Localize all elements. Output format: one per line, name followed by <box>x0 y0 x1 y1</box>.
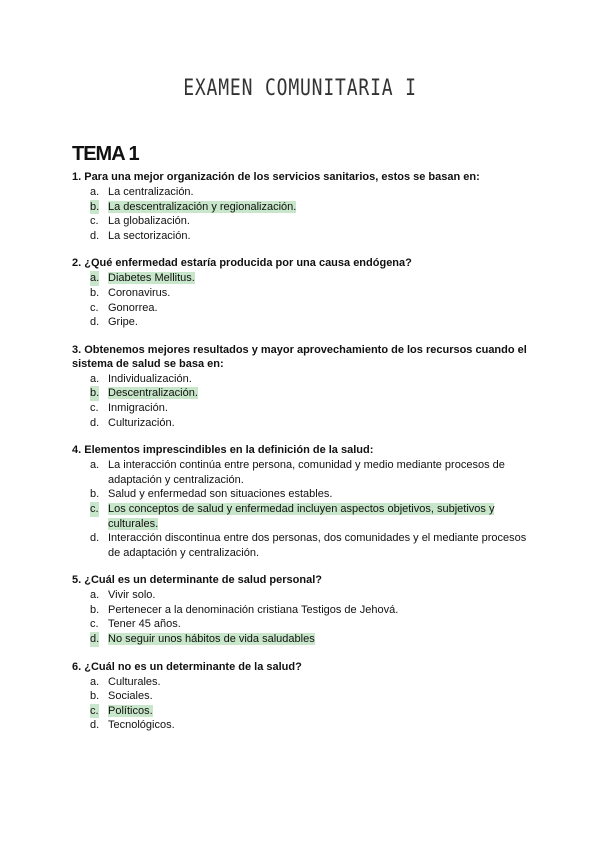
option-c <box>72 301 532 316</box>
option-letter: c. <box>90 618 99 631</box>
option-a <box>72 372 532 387</box>
option-c-correct <box>72 704 532 719</box>
option-letter: b. <box>90 603 100 616</box>
document-title: EXAMEN COMUNITARIA I <box>183 76 417 101</box>
question-text: 4. Elementos imprescindibles en la definición de la salud: <box>72 444 374 457</box>
option-a-correct <box>72 271 532 286</box>
option-letter: c. <box>90 401 99 414</box>
option-text: Sociales. <box>108 690 153 703</box>
option-d <box>72 531 532 560</box>
options-list <box>72 458 532 560</box>
option-letter: d. <box>90 532 100 545</box>
option-letter: b. <box>90 286 100 299</box>
option-letter: d. <box>90 719 100 732</box>
option-a <box>72 675 532 690</box>
option-letter: a. <box>90 589 100 602</box>
section-title: TEMA 1 <box>72 143 139 165</box>
option-letter: a. <box>90 459 100 472</box>
option-letter: d. <box>90 633 100 646</box>
option-text: La descentralización y regionalización. <box>108 200 297 213</box>
option-text: Individualización. <box>108 372 192 385</box>
option-c-correct <box>72 502 532 531</box>
options-list <box>72 588 532 646</box>
option-letter: d. <box>90 316 100 329</box>
option-c <box>72 401 532 416</box>
option-text: Culturales. <box>108 675 161 688</box>
option-text: Interacción discontinua entre dos personas, dos comunidades y el mediante procesos de adaptación y centralización. <box>108 532 527 559</box>
option-text: Gripe. <box>108 316 138 329</box>
options-list <box>72 675 532 733</box>
option-text: Tecnológicos. <box>108 719 175 732</box>
option-a <box>72 588 532 603</box>
option-text: Inmigración. <box>108 401 168 414</box>
option-letter: c. <box>90 301 99 314</box>
option-letter: b. <box>90 200 100 213</box>
option-letter: a. <box>90 272 100 285</box>
option-letter: c. <box>90 704 99 717</box>
option-b-correct <box>72 200 532 215</box>
option-d <box>72 315 532 330</box>
option-letter: d. <box>90 229 100 242</box>
option-text: Gonorrea. <box>108 301 158 314</box>
question-5 <box>72 573 532 646</box>
options-list <box>72 271 532 329</box>
option-d-correct <box>72 632 532 647</box>
option-letter: d. <box>90 416 100 429</box>
option-letter: a. <box>90 675 100 688</box>
option-text: Diabetes Mellitus. <box>108 272 195 285</box>
option-a <box>72 458 532 487</box>
question-text: 2. ¿Qué enfermedad estaría producida por una causa endógena? <box>72 257 412 270</box>
option-text: Pertenecer a la denominación cristiana Testigos de Jehová. <box>108 603 399 616</box>
option-text: La interacción continúa entre persona, comunidad y medio mediante procesos de adaptación y centralización. <box>108 459 505 486</box>
option-text: Coronavirus. <box>108 286 171 299</box>
option-letter: b. <box>90 488 100 501</box>
option-c <box>72 617 532 632</box>
option-letter: c. <box>90 215 99 228</box>
question-text: 6. ¿Cuál no es un determinante de la salud? <box>72 660 302 673</box>
option-letter: c. <box>90 502 99 515</box>
option-letter: b. <box>90 690 100 703</box>
question-text: 1. Para una mejor organización de los servicios sanitarios, estos se basan en: <box>72 171 480 183</box>
option-letter: a. <box>90 186 100 198</box>
question-text: 3. Obtenemos mejores resultados y mayor aprovechamiento de los recursos cuando el sistema de salud se basa en: <box>72 343 527 370</box>
option-text: Vivir solo. <box>108 589 156 602</box>
option-text: La sectorización. <box>108 229 191 242</box>
option-a <box>72 185 532 200</box>
option-b <box>72 689 532 704</box>
option-d <box>72 229 532 244</box>
option-d <box>72 416 532 431</box>
question-2 <box>72 256 532 329</box>
option-letter: a. <box>90 372 100 385</box>
question-6 <box>72 660 532 733</box>
question-1 <box>72 170 532 243</box>
option-text: Descentralización. <box>108 387 198 400</box>
option-letter: b. <box>90 387 100 400</box>
option-text: Los conceptos de salud y enfermedad incluyen aspectos objetivos, subjetivos y culturales. <box>108 502 495 530</box>
option-c <box>72 214 532 229</box>
options-list <box>72 372 532 430</box>
option-text: La centralización. <box>108 186 194 198</box>
option-text: Tener 45 años. <box>108 618 181 631</box>
option-text: Culturización. <box>108 416 175 429</box>
option-text: Salud y enfermedad son situaciones estables. <box>108 488 333 501</box>
option-b <box>72 603 532 618</box>
option-b <box>72 487 532 502</box>
option-text: No seguir unos hábitos de vida saludables <box>108 633 315 646</box>
question-4 <box>72 443 532 560</box>
option-b <box>72 286 532 301</box>
question-list <box>72 170 532 746</box>
question-text: 5. ¿Cuál es un determinante de salud personal? <box>72 574 323 587</box>
option-text: Políticos. <box>108 704 153 717</box>
option-b-correct <box>72 386 532 401</box>
question-3 <box>72 343 532 430</box>
options-list <box>72 185 532 243</box>
option-text: La globalización. <box>108 215 190 228</box>
option-d <box>72 718 532 733</box>
